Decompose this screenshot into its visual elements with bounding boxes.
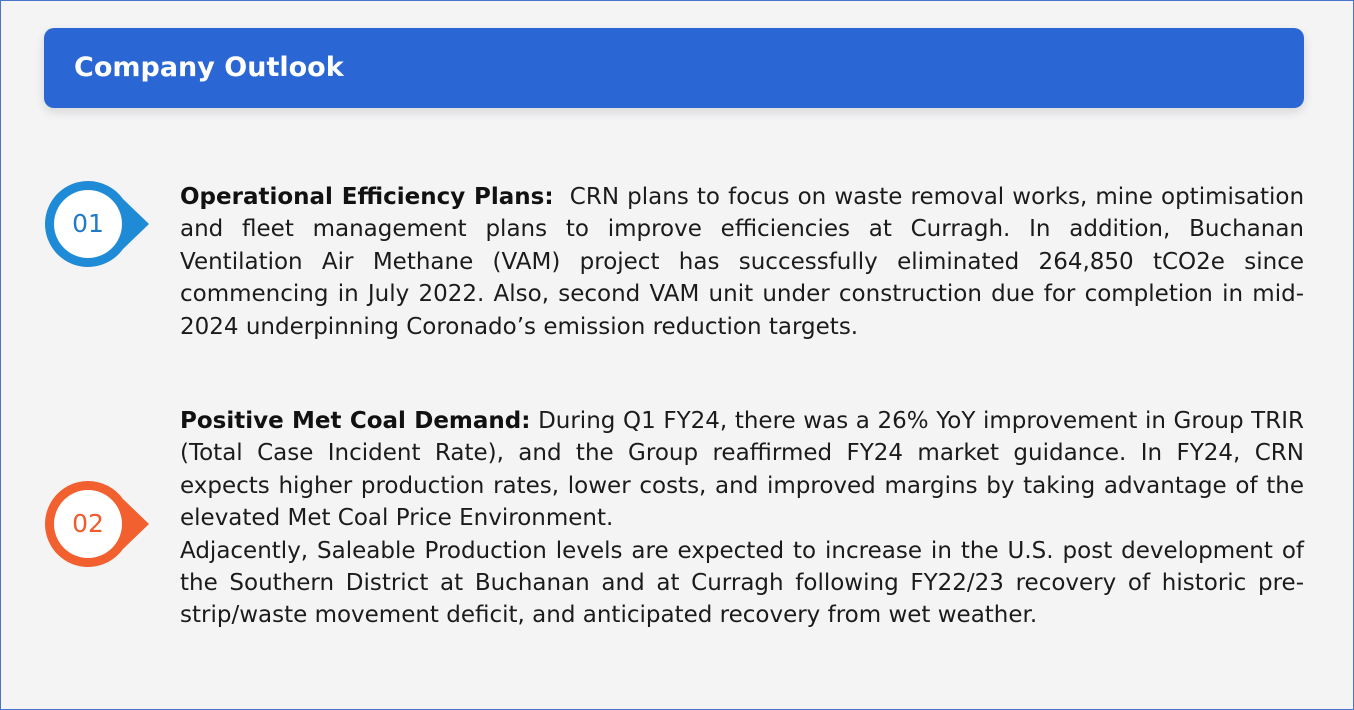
badge-number: 02 bbox=[72, 509, 104, 538]
item-body: CRN plans to focus on waste removal works, mine optimisation and fleet management plans to improve efficiencies at Curragh. In addition, Buchanan Ventilation Air Methane (VAM) project has successfully eliminated 264,850 tCO2e since commencing in July 2022. Also, second VAM unit under construction due for completion in mid-2024 underpinning Coronado’s emission reduction targets. bbox=[180, 184, 1305, 340]
page-title: Company Outlook bbox=[74, 52, 344, 83]
outlook-item-02 bbox=[180, 405, 1304, 632]
item-paragraph: Adjacently, Saleable Production levels are expected to increase in the U.S. post development of the Southern District at Buchanan and at Curragh following FY22/23 recovery of historic pre-strip/waste movement deficit, and anticipated recovery from wet weather. bbox=[180, 537, 1304, 629]
number-badge-01 bbox=[43, 179, 151, 269]
item-paragraph bbox=[180, 181, 1304, 343]
item-body: During Q1 FY24, there was a 26% YoY improvement in Group TRIR (Total Case Incident Rate), and the Group reaffirmed FY24 market guidance. In FY24, CRN expects higher production rates, lower costs, and improved margins by taking advantage of the elevated Met Coal Price Environment. bbox=[180, 408, 1304, 532]
section-header bbox=[44, 28, 1304, 108]
number-badge-02 bbox=[43, 479, 151, 569]
badge-number: 01 bbox=[72, 209, 104, 238]
item-heading: Positive Met Coal Demand: bbox=[180, 408, 531, 434]
item-heading: Operational Efficiency Plans: bbox=[180, 184, 554, 210]
outlook-item-01 bbox=[180, 181, 1304, 343]
item-paragraph bbox=[180, 405, 1304, 535]
